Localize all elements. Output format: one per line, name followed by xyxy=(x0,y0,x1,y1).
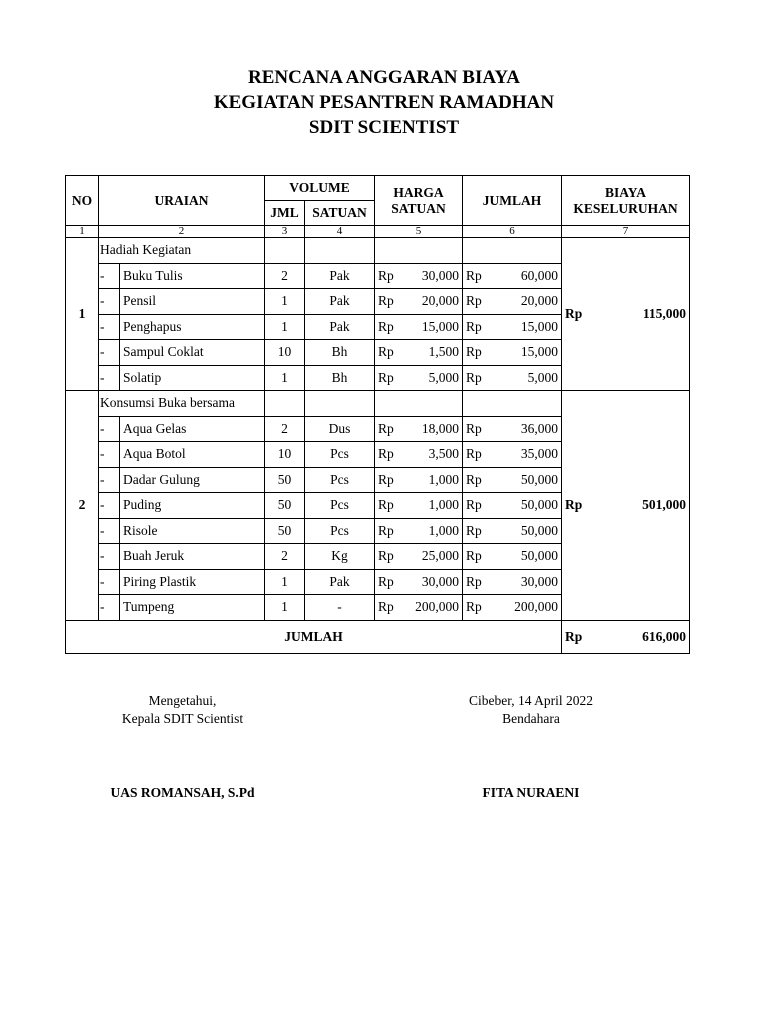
item-name: Risole xyxy=(120,518,265,544)
signature-right-line1: Cibeber, 14 April 2022 xyxy=(469,693,593,708)
group-title: Konsumsi Buka bersama xyxy=(99,391,265,417)
item-satuan: Bh xyxy=(305,365,375,391)
item-jumlah xyxy=(463,595,562,621)
item-jumlah-value: 15,000 xyxy=(520,344,558,360)
currency-label: Rp xyxy=(565,306,583,321)
item-satuan: Kg xyxy=(305,544,375,570)
item-harga xyxy=(375,467,463,493)
item-jumlah-value: 50,000 xyxy=(520,497,558,513)
item-jumlah-value: 30,000 xyxy=(520,573,558,589)
header-satuan: SATUAN xyxy=(305,201,375,226)
item-harga-value: 1,000 xyxy=(428,471,459,487)
signature-right-line2: Bendahara xyxy=(502,711,560,726)
item-harga xyxy=(375,569,463,595)
item-jumlah xyxy=(463,263,562,289)
empty-cell xyxy=(265,391,305,417)
item-jumlah xyxy=(463,340,562,366)
item-jumlah-value: 50,000 xyxy=(520,471,558,487)
column-number: 7 xyxy=(562,226,690,238)
item-satuan: Pak xyxy=(305,569,375,595)
item-harga xyxy=(375,263,463,289)
item-jumlah-value: 50,000 xyxy=(520,522,558,538)
item-harga-value: 3,500 xyxy=(428,446,459,462)
currency-label: Rp xyxy=(466,267,482,283)
currency-label: Rp xyxy=(378,471,394,487)
item-dash: - xyxy=(99,289,120,315)
grand-total-value: 616,000 xyxy=(642,628,686,644)
currency-label: Rp xyxy=(378,344,394,360)
currency-label: Rp xyxy=(378,267,394,283)
group-number: 1 xyxy=(66,238,99,391)
currency-label: Rp xyxy=(466,344,482,360)
item-name: Dadar Gulung xyxy=(120,467,265,493)
column-number: 5 xyxy=(375,226,463,238)
currency-label: Rp xyxy=(378,369,394,385)
item-dash: - xyxy=(99,416,120,442)
header-harga-satuan-line2: SATUAN xyxy=(391,200,446,216)
item-satuan: Pak xyxy=(305,289,375,315)
document-title-line1: RENCANA ANGGARAN BIAYA xyxy=(247,67,521,88)
empty-cell xyxy=(305,391,375,417)
item-jumlah xyxy=(463,365,562,391)
item-jml: 1 xyxy=(265,365,305,391)
header-biaya-line2: KESELURUHAN xyxy=(573,200,678,216)
item-jml: 1 xyxy=(265,595,305,621)
item-harga-value: 15,000 xyxy=(421,318,459,334)
item-harga-value: 30,000 xyxy=(421,573,459,589)
item-harga-value: 18,000 xyxy=(421,420,459,436)
signature-left-block xyxy=(100,692,265,728)
currency-label: Rp xyxy=(378,318,394,334)
item-jumlah xyxy=(463,289,562,315)
empty-cell xyxy=(463,391,562,417)
item-harga xyxy=(375,365,463,391)
item-harga xyxy=(375,416,463,442)
item-jumlah xyxy=(463,314,562,340)
column-number: 1 xyxy=(66,226,99,238)
item-jumlah xyxy=(463,518,562,544)
item-jumlah-value: 20,000 xyxy=(520,293,558,309)
item-dash: - xyxy=(99,595,120,621)
item-satuan: - xyxy=(305,595,375,621)
item-jml: 1 xyxy=(265,289,305,315)
header-harga-satuan xyxy=(375,176,463,226)
column-number: 3 xyxy=(265,226,305,238)
empty-cell xyxy=(375,238,463,264)
item-jml: 1 xyxy=(265,314,305,340)
item-harga xyxy=(375,493,463,519)
group-title-row xyxy=(66,391,690,417)
item-jumlah-value: 200,000 xyxy=(514,599,558,615)
currency-label: Rp xyxy=(565,628,583,644)
item-name: Buku Tulis xyxy=(120,263,265,289)
item-satuan: Pcs xyxy=(305,442,375,468)
item-harga-value: 25,000 xyxy=(421,548,459,564)
currency-label: Rp xyxy=(466,318,482,334)
column-number: 2 xyxy=(99,226,265,238)
signature-right-block xyxy=(450,692,612,728)
item-jml: 50 xyxy=(265,493,305,519)
currency-label: Rp xyxy=(466,293,482,309)
item-harga xyxy=(375,289,463,315)
currency-label: Rp xyxy=(378,548,394,564)
item-dash: - xyxy=(99,518,120,544)
item-jumlah xyxy=(463,493,562,519)
item-harga xyxy=(375,314,463,340)
item-harga-value: 1,000 xyxy=(428,497,459,513)
item-harga-value: 20,000 xyxy=(421,293,459,309)
item-harga xyxy=(375,544,463,570)
item-name: Piring Plastik xyxy=(120,569,265,595)
currency-label: Rp xyxy=(378,497,394,513)
item-jml: 50 xyxy=(265,467,305,493)
item-harga xyxy=(375,442,463,468)
item-dash: - xyxy=(99,569,120,595)
item-name: Aqua Gelas xyxy=(120,416,265,442)
group-title: Hadiah Kegiatan xyxy=(99,238,265,264)
item-name: Penghapus xyxy=(120,314,265,340)
item-name: Buah Jeruk xyxy=(120,544,265,570)
item-satuan: Pak xyxy=(305,263,375,289)
item-dash: - xyxy=(99,467,120,493)
item-dash: - xyxy=(99,314,120,340)
group-total-value: 115,000 xyxy=(642,306,686,321)
item-dash: - xyxy=(99,365,120,391)
item-satuan: Pcs xyxy=(305,467,375,493)
budget-table xyxy=(65,175,690,654)
item-dash: - xyxy=(99,263,120,289)
item-jumlah xyxy=(463,442,562,468)
column-number: 4 xyxy=(305,226,375,238)
item-dash: - xyxy=(99,493,120,519)
group-total xyxy=(562,391,690,621)
item-jumlah xyxy=(463,416,562,442)
signature-right-name: FITA NURAENI xyxy=(482,785,580,800)
currency-label: Rp xyxy=(378,420,394,436)
currency-label: Rp xyxy=(466,573,482,589)
item-name: Puding xyxy=(120,493,265,519)
document-title-line2: KEGIATAN PESANTREN RAMADHAN xyxy=(213,92,555,113)
currency-label: Rp xyxy=(466,369,482,385)
item-jumlah xyxy=(463,569,562,595)
item-name: Pensil xyxy=(120,289,265,315)
header-biaya-keseluruhan xyxy=(562,176,690,226)
item-satuan: Pcs xyxy=(305,493,375,519)
header-biaya-line1: BIAYA xyxy=(604,184,647,200)
item-jml: 1 xyxy=(265,569,305,595)
item-jml: 2 xyxy=(265,544,305,570)
item-name: Tumpeng xyxy=(120,595,265,621)
group-number: 2 xyxy=(66,391,99,621)
currency-label: Rp xyxy=(378,293,394,309)
column-number: 6 xyxy=(463,226,562,238)
currency-label: Rp xyxy=(565,497,583,513)
signature-left-name: UAS ROMANSAH, S.Pd xyxy=(110,785,255,800)
item-satuan: Pcs xyxy=(305,518,375,544)
currency-label: Rp xyxy=(466,522,482,538)
empty-cell xyxy=(265,238,305,264)
currency-label: Rp xyxy=(466,420,482,436)
empty-cell xyxy=(375,391,463,417)
item-name: Aqua Botol xyxy=(120,442,265,468)
header-uraian: URAIAN xyxy=(99,176,265,226)
signature-left-line1: Mengetahui, xyxy=(148,693,217,708)
item-harga xyxy=(375,340,463,366)
currency-label: Rp xyxy=(378,522,394,538)
item-jml: 50 xyxy=(265,518,305,544)
item-satuan: Bh xyxy=(305,340,375,366)
currency-label: Rp xyxy=(378,573,394,589)
item-name: Sampul Coklat xyxy=(120,340,265,366)
item-harga xyxy=(375,518,463,544)
footer-row xyxy=(66,620,690,653)
item-harga xyxy=(375,595,463,621)
header-no: NO xyxy=(66,176,99,226)
item-jml: 2 xyxy=(265,263,305,289)
item-harga-value: 5,000 xyxy=(428,369,459,385)
group-total xyxy=(562,238,690,391)
item-jumlah-value: 5,000 xyxy=(527,369,558,385)
item-jumlah xyxy=(463,544,562,570)
document-title-line3: SDIT SCIENTIST xyxy=(308,117,460,138)
currency-label: Rp xyxy=(466,599,482,615)
item-jml: 10 xyxy=(265,340,305,366)
grand-total xyxy=(562,620,690,653)
footer-label: JUMLAH xyxy=(66,620,562,653)
item-jumlah-value: 35,000 xyxy=(520,446,558,462)
item-satuan: Pak xyxy=(305,314,375,340)
item-harga-value: 30,000 xyxy=(421,267,459,283)
item-jumlah-value: 50,000 xyxy=(520,548,558,564)
empty-cell xyxy=(305,238,375,264)
item-dash: - xyxy=(99,544,120,570)
empty-cell xyxy=(463,238,562,264)
item-jumlah-value: 36,000 xyxy=(520,420,558,436)
header-volume: VOLUME xyxy=(265,176,375,201)
item-harga-value: 200,000 xyxy=(415,599,459,615)
currency-label: Rp xyxy=(378,599,394,615)
currency-label: Rp xyxy=(378,446,394,462)
item-harga-value: 1,500 xyxy=(428,344,459,360)
currency-label: Rp xyxy=(466,471,482,487)
header-jumlah: JUMLAH xyxy=(463,176,562,226)
signature-left-line2: Kepala SDIT Scientist xyxy=(121,711,244,726)
group-total-value: 501,000 xyxy=(642,497,686,513)
currency-label: Rp xyxy=(466,548,482,564)
item-satuan: Dus xyxy=(305,416,375,442)
item-name: Solatip xyxy=(120,365,265,391)
currency-label: Rp xyxy=(466,497,482,513)
item-jumlah-value: 15,000 xyxy=(520,318,558,334)
item-jml: 10 xyxy=(265,442,305,468)
item-jml: 2 xyxy=(265,416,305,442)
header-harga-satuan-line1: HARGA xyxy=(393,184,444,200)
header-jml: JML xyxy=(265,201,305,226)
item-dash: - xyxy=(99,442,120,468)
currency-label: Rp xyxy=(466,446,482,462)
item-dash: - xyxy=(99,340,120,366)
item-jumlah xyxy=(463,467,562,493)
group-title-row xyxy=(66,238,690,264)
item-jumlah-value: 60,000 xyxy=(520,267,558,283)
item-harga-value: 1,000 xyxy=(428,522,459,538)
